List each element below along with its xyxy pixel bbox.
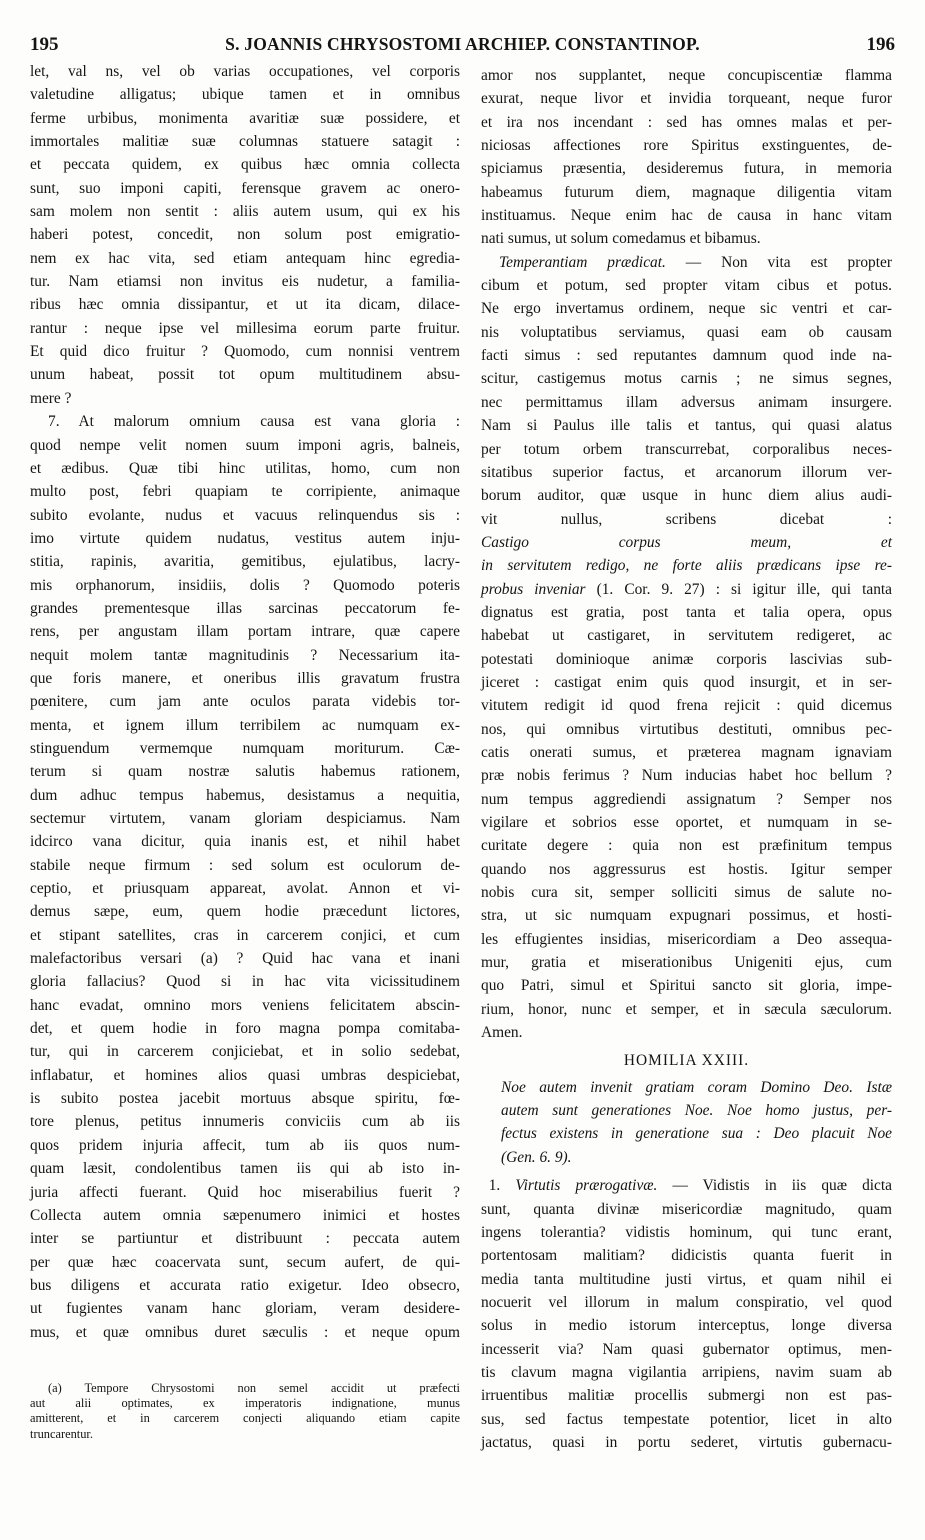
text-line: cibum et potum, sed propter vitam cibus et potus. bbox=[481, 277, 892, 295]
text-line: incesserit via? Nam quasi gubernator optimus, men- bbox=[481, 1340, 892, 1358]
text-line: nobis cura sit, semper solliciti simus de salute no- bbox=[481, 884, 892, 902]
text-line: mis orphanorum, insidiis, dolis ? Quomodo poteris bbox=[30, 576, 460, 594]
text-line: rium, honor, nunc et semper, et in sæcula sæculorum. bbox=[481, 1000, 892, 1018]
text-line: jiceret : castigat enim quis quod insurgit, et in ser- bbox=[481, 673, 892, 691]
text-line: sam molem non sentit : aliis autem usum, qui ex his bbox=[30, 203, 460, 221]
text-line: solus in medio istorum interceptus, longe diversa bbox=[481, 1317, 892, 1335]
text-line: stra, ut sic numquam expugnari possimus, et hosti- bbox=[481, 907, 892, 925]
text-line: potestati dominioque animæ corporis lascivias sub- bbox=[481, 650, 892, 668]
text-line: sus, sed factus tempestate potentior, licet in alto bbox=[481, 1410, 892, 1428]
text-line: borum auditor, quæ usque in hunc diem alius audi- bbox=[481, 487, 892, 505]
text-line: rantur : neque ipse vel millesima eorum parte fruitur. bbox=[30, 319, 460, 337]
text-line: quam læsit, condolentibus tamen iis qui ab isto in- bbox=[30, 1160, 460, 1178]
text-line: sitatibus superior factus, et arcanorum illorum ver- bbox=[481, 463, 892, 481]
page-number-left: 195 bbox=[30, 34, 59, 55]
text-line: immortales malitiæ suæ columnas statuere satagit : bbox=[30, 133, 460, 151]
text-line: per totum orbem transcurrebat, corporalibus neces- bbox=[481, 440, 892, 458]
text-line: Et quid dico fruitur ? Quomodo, cum nonnisi ventrem bbox=[30, 343, 460, 361]
text-line: nos, qui omnibus virtutibus destituti, omnibus pec- bbox=[481, 720, 892, 738]
text-line: malefactoribus versari (a) ? Quid hac vana et inani bbox=[30, 950, 460, 968]
text-line: curitate degere : quia non est præfinitum tempus bbox=[481, 837, 892, 855]
text-line: haberi potest, concedit, non solum post emigratio- bbox=[30, 226, 460, 244]
text-line: valetudine alligatus; ubique tamen et in omnibus bbox=[30, 86, 460, 104]
scripture-quote: in servitutem redigo, ne forte aliis prædicans ipse re- bbox=[481, 557, 892, 575]
scripture-quote: Castigo corpus meum, et bbox=[481, 533, 892, 551]
text-line: sunt, suo imponi capiti, ferensque gravem ac onero- bbox=[30, 179, 460, 197]
text-line: amor nos supplantet, neque concupiscentiæ flamma bbox=[481, 67, 892, 84]
section-number: 1. bbox=[488, 1177, 516, 1195]
text-line: quod nempe velit nomen suum imponi agris, balneis, bbox=[30, 436, 460, 454]
text-line: ribus hæc omnia dissipantur, et ut ita dicam, dilace- bbox=[30, 296, 460, 314]
text-line: que foris manere, et oneribus illis gravatum frustra bbox=[30, 669, 460, 687]
text-line: vitutem redigit id quod frena rejicit : quid dicemus bbox=[481, 697, 892, 715]
text-line: mus, et quæ omnibus duret sæculis : et neque opum bbox=[30, 1323, 460, 1341]
text-line: nem ex hac vita, sed etiam antequam hinc egredia- bbox=[30, 249, 460, 267]
marginal-heading-temperance: Temperantiam prædicat. bbox=[499, 253, 666, 271]
text-line: fectus existens in generatione sua : Deo placuit Noe bbox=[501, 1125, 892, 1143]
text-line: det, et quem hodie in foro magna pompa comitaba- bbox=[30, 1020, 460, 1038]
text-line: ut fugientes vanam hanc gloriam, veram desidere- bbox=[30, 1300, 460, 1318]
text-line: dum adhuc tempus habemus, desistamus a nequitia, bbox=[30, 786, 460, 804]
text-line: nequit molem tantæ magnitudinis ? Necessarium ita- bbox=[30, 646, 460, 664]
text-line: sunt, quanta divinæ misericordiæ magnitudo, quam bbox=[481, 1200, 892, 1218]
section-heading: Virtutis prærogativæ. bbox=[515, 1177, 658, 1195]
text-line: nati sumus, ut solum comedamus et bibamus. bbox=[481, 230, 761, 248]
text-line: et stipant satellites, cras in carcerem conjici, et cum bbox=[30, 926, 460, 944]
text-line: irruentibus malitiæ procellis submergi non est pas- bbox=[481, 1387, 892, 1405]
text-line: Noe autem invenit gratiam coram Domino Deo. Istæ bbox=[501, 1078, 892, 1096]
text-line: unum habeat, possit tot opum multitudinem absu- bbox=[30, 366, 460, 384]
text-line: niciosas affectiones rore Spiritus exstinguentes, de- bbox=[481, 137, 892, 155]
text-line: is subito postea jacebit mortuus absque spiritu, fœ- bbox=[30, 1090, 460, 1108]
text-line: et ira nos incendant : sed has omnes malas et per- bbox=[481, 113, 892, 131]
text-line: Amen. bbox=[481, 1024, 523, 1042]
text-line: et ædibus. Quæ tibi hinc utilitas, homo, cum non bbox=[30, 459, 460, 477]
text-line: mur, gratia et miserationibus Unigeniti ejus, cum bbox=[481, 954, 892, 972]
text-line: rens, per angustam illam portam intrare, quæ capere bbox=[30, 623, 460, 641]
text-line: 1. Virtutis prærogativæ. — Vidistis in iis quæ dicta bbox=[488, 1177, 892, 1195]
text-line bbox=[481, 531, 892, 554]
text-line bbox=[481, 1146, 892, 1169]
text-line: juria affecti fuerant. Quid hoc miserabilius fuerit ? bbox=[30, 1183, 460, 1201]
text-line: Collecta autem omnia sæpenumero inimici et hostes bbox=[30, 1206, 460, 1224]
homily-title: HOMILIA XXIII. bbox=[623, 1052, 750, 1070]
text-line: vigilare et sobrios esse oportet, et numquam in se- bbox=[481, 814, 892, 831]
text-line: gloria fallacius? Quod si in hac vita vicissitudinem bbox=[30, 973, 460, 991]
text-line: Ne ergo invertamus ordinem, neque sic ventri et car- bbox=[481, 300, 892, 318]
text-line: spiciamus præsentia, desideremus futura, in memoria bbox=[481, 160, 892, 178]
text-line: tur, qui in carcerem conjiciebat, et in solio sedebat, bbox=[30, 1043, 460, 1061]
text-line: truncarentur. bbox=[30, 1426, 93, 1441]
text-line: nis voluptatibus serviamus, quasi eam ob causam bbox=[481, 323, 892, 341]
text-line: hanc evadat, omnino mors veniens felicitatem abscin- bbox=[30, 996, 460, 1014]
text-line: demus sæpe, eum, quem hodie præcedunt lictores, bbox=[30, 903, 460, 921]
text-line: bus diligens et accurata ratio exigetur. Ideo obsecro, bbox=[30, 1276, 460, 1294]
right-column bbox=[481, 64, 892, 1454]
text-line: Temperantiam prædicat. — Non vita est propter bbox=[499, 253, 892, 271]
left-column bbox=[30, 60, 460, 1344]
text-line: tore plenus, petitus innumeris conviciis cum ab iis bbox=[30, 1113, 460, 1131]
text-line: stinguendum vermemque numquam moriturum. Cæ- bbox=[30, 739, 460, 757]
text-line: nec permittamus illam adversus animam insurgere. bbox=[481, 393, 892, 411]
text-line bbox=[481, 554, 892, 577]
text-line: grandes prementesque illas sarcinas peccatorum fe- bbox=[30, 599, 460, 617]
text-line: let, val ns, vel ob varias occupationes, vel corporis bbox=[30, 63, 460, 80]
text-line: habeamus futurum diem, magnaque diligentia vitam bbox=[481, 183, 892, 201]
text-line: facti simus : sed reputantes damnum quod inde na- bbox=[481, 347, 892, 365]
epigraph-reference: (Gen. 6. 9). bbox=[501, 1148, 572, 1166]
text-line: instituamus. Neque enim hac de causa in hanc vitam bbox=[481, 207, 892, 225]
text-line: quos pridem injuria affecit, tum ab iis quos num- bbox=[30, 1136, 460, 1154]
text-line: imo virtute quidem nudatus, vestitus autem inju- bbox=[30, 529, 460, 547]
text-line: num tempus aggrediendi assignatum ? Semper nos bbox=[481, 790, 892, 808]
text-line: mere ? bbox=[30, 389, 72, 407]
text-line: menta, et ignem illum terribilem ac numquam ex- bbox=[30, 716, 460, 734]
text-line: sectemur virtutem, vanam gloriam despiciamus. Nam bbox=[30, 810, 460, 827]
text-line: aut alii optimates, ex imperatoris indignatione, munus bbox=[30, 1396, 460, 1411]
text-line: quando nos aggressurus est hostis. Igitur semper bbox=[481, 860, 892, 878]
running-title: S. JOANNIS CHRYSOSTOMI ARCHIEP. CONSTANTINOP. bbox=[225, 34, 700, 54]
text-line: multo post, febri quapiam te corripiente, animaque bbox=[30, 483, 460, 501]
text-line: (a) Tempore Chrysostomi non semel accidit ut præfecti bbox=[48, 1381, 460, 1395]
text-line: scitur, castigemus motus carnis ; ne simus segnes, bbox=[481, 370, 892, 388]
text-line: stabile neque firmum : sed solum est oculorum de- bbox=[30, 856, 460, 874]
text-line: nocuerit vel illorum in malum conspiratio, vel quod bbox=[481, 1293, 892, 1311]
text-line: tis clavum magna vigilantia arripiens, navim suam ab bbox=[481, 1363, 892, 1381]
text-line: ferme urbibus, monimenta avaritiæ suæ possidere, et bbox=[30, 109, 460, 127]
text-line: amitterent, et in carcerem conjecti aliquando etiam capite bbox=[30, 1411, 460, 1426]
text-line: media tanta multitudine justi virtus, et quam nihil ei bbox=[481, 1270, 892, 1288]
text-line: terum si quam nostræ salutis habemus rationem, bbox=[30, 763, 460, 781]
text-line: ingens tolerantia? vidistis hominum, qui tunc erant, bbox=[481, 1223, 892, 1241]
text-line: habebat ut castigaret, in servitutem redigeret, ac bbox=[481, 627, 892, 645]
text-line: inflabatur, et homines alios quasi umbras despiciebat, bbox=[30, 1066, 460, 1084]
text-line: idcirco vana dicitur, quia inanis est, et nihil habet bbox=[30, 833, 460, 851]
text-line: catis onerati sumus, et præterea magnam ignaviam bbox=[481, 743, 892, 761]
text-line: autem sunt generationes Noe. Noe homo justus, per- bbox=[501, 1102, 892, 1120]
text-line: vit nullus, scribens dicebat : bbox=[481, 510, 892, 528]
page-number-right: 196 bbox=[866, 34, 895, 55]
text-line: per quæ hæc coacervata sunt, secum aufert, de qui- bbox=[30, 1253, 460, 1271]
text-line: exurat, neque livor et invidia torqueant, neque furor bbox=[481, 90, 892, 108]
scripture-quote: probus inveniar bbox=[481, 580, 586, 598]
text-line: et peccata quidem, ex quibus hæc omnia collecta bbox=[30, 156, 460, 174]
text-line: 7. At malorum omnium causa est vana gloria : bbox=[48, 413, 460, 431]
text-line: stitia, rapinis, avaritia, gemitibus, ejulatibus, lacry- bbox=[30, 553, 460, 571]
text-line: les effugientes insidias, misericordiam a Deo assequa- bbox=[481, 930, 892, 948]
text-line: subito evolante, nudus et vacuus relinquendus sis : bbox=[30, 506, 460, 524]
running-header bbox=[30, 34, 895, 58]
text-line: quo Patri, simul et Spiritui sancto sit gloria, impe- bbox=[481, 977, 892, 995]
text-line: portentosam malitiam? didicistis quanta fuerit in bbox=[481, 1247, 892, 1265]
text-line bbox=[481, 578, 892, 601]
text-line: dignatus est gratia, post tanta et talia opera, opus bbox=[481, 603, 892, 621]
text-line: tur. Nam etiamsi non invitus eis nudetur, a familia- bbox=[30, 273, 460, 291]
text-line: præ nobis ferimus ? Num inducias habet hoc bellum ? bbox=[481, 767, 892, 785]
text-line: pœnitere, cum jam ante oculos parata videbis tor- bbox=[30, 693, 460, 711]
text-line: inter se partiuntur et distribuunt : peccata autem bbox=[30, 1230, 460, 1248]
text-line: Nam si Paulus ille talis et tantus, qui quasi alatus bbox=[481, 417, 892, 435]
text-line: jactatus, quasi in portu sederet, virtutis gubernacu- bbox=[481, 1433, 892, 1451]
footnote bbox=[30, 1381, 460, 1442]
scripture-reference: (1. Cor. 9. 27) : si igitur ille, qui tanta bbox=[585, 580, 892, 598]
text-line: ceptio, et priusquam appareat, avolat. Annon et vi- bbox=[30, 880, 460, 898]
